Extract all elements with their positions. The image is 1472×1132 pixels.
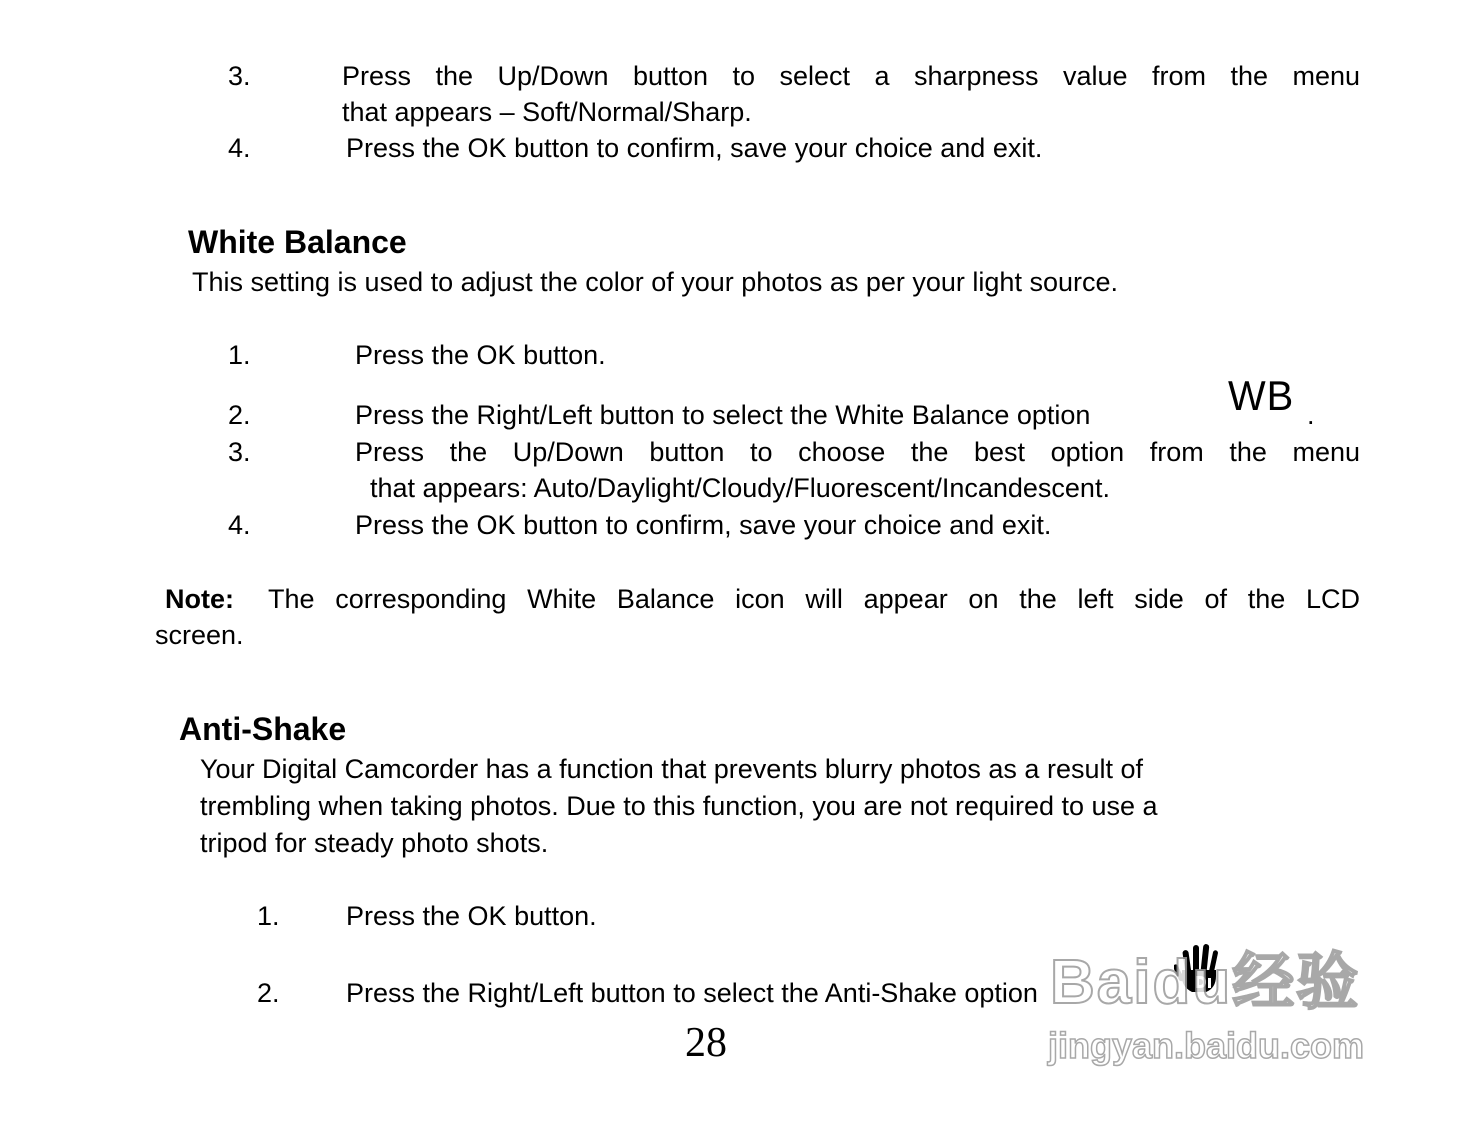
step-text-continued: that appears: Auto/Daylight/Cloudy/Fluorescent/Incandescent. xyxy=(370,473,1110,503)
step-text: Press the OK button to confirm, save your choice and exit. xyxy=(346,133,1043,163)
step-text: Press the OK button. xyxy=(346,901,597,931)
white-balance-icon: WB xyxy=(1228,372,1295,419)
step-text: Press the OK button. xyxy=(355,340,606,370)
section-intro-line: trembling when taking photos. Due to this function, you are not required to use a xyxy=(200,791,1158,821)
step-number: 1. xyxy=(257,901,280,931)
watermark-logo: Baidu经验 xyxy=(1050,948,1361,1017)
step-text: Press the Right/Left button to select the Anti-Shake option xyxy=(346,978,1038,1008)
section-heading-white-balance: White Balance xyxy=(188,224,407,260)
section-intro-line: Your Digital Camcorder has a function that prevents blurry photos as a result of xyxy=(200,754,1143,784)
section-intro-line: tripod for steady photo shots. xyxy=(200,828,549,858)
step-number: 3. xyxy=(228,437,251,467)
note-text-continued: screen. xyxy=(155,620,244,650)
note-label: Note: xyxy=(165,584,234,614)
page-number: 28 xyxy=(685,1020,727,1066)
step-number: 2. xyxy=(228,400,251,430)
step-number: 2. xyxy=(257,978,280,1008)
note-text: The corresponding White Balance icon will appear on the left side of the LCD xyxy=(268,584,1360,614)
step-number: 4. xyxy=(228,133,251,163)
step-text: Press the OK button to confirm, save your choice and exit. xyxy=(355,510,1052,540)
section-heading-anti-shake: Anti-Shake xyxy=(179,711,347,747)
step-number: 1. xyxy=(228,340,251,370)
step-number: 4. xyxy=(228,510,251,540)
section-intro: This setting is used to adjust the color of your photos as per your light source. xyxy=(192,267,1118,297)
step-text-suffix: . xyxy=(1307,400,1315,430)
baidu-watermark xyxy=(1040,906,1390,1076)
step-text-continued: that appears – Soft/Normal/Sharp. xyxy=(342,97,752,127)
step-text: Press the Up/Down button to select a sharpness value from the menu xyxy=(342,61,1360,91)
step-number: 3. xyxy=(228,61,251,91)
step-text: Press the Up/Down button to choose the best option from the menu xyxy=(355,437,1360,467)
watermark-url: jingyan.baidu.com xyxy=(1048,1025,1365,1066)
step-text: Press the Right/Left button to select the White Balance option xyxy=(355,400,1091,430)
